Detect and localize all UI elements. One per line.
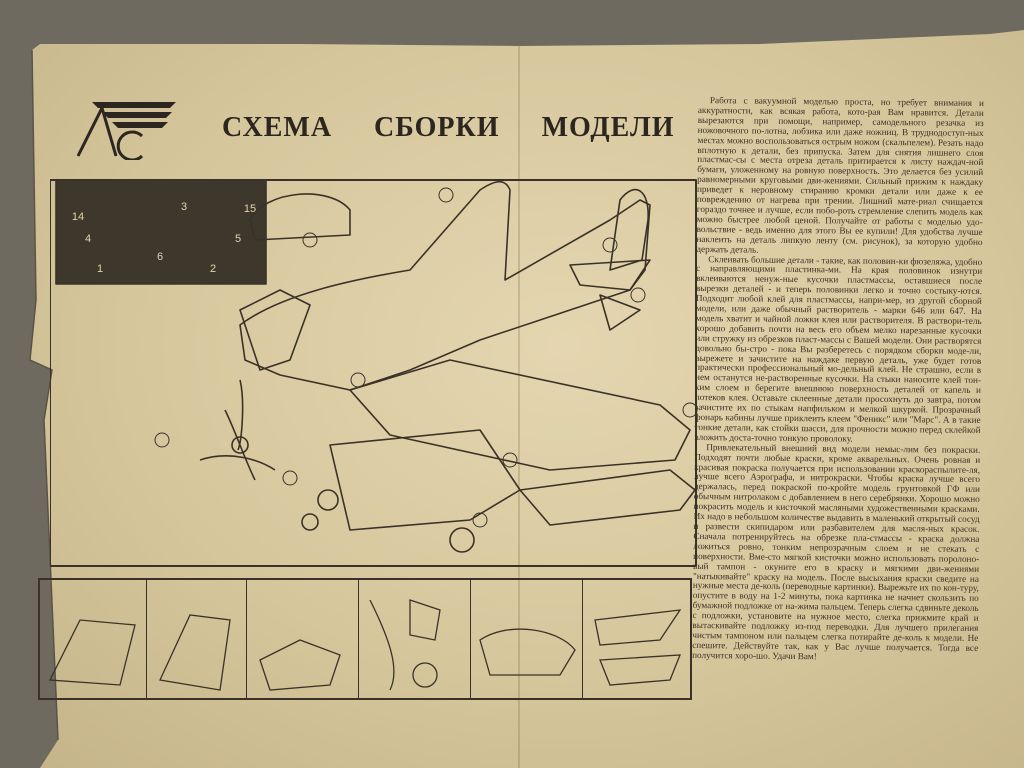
wheel-1 <box>318 490 338 510</box>
sprue-label-3: 3 <box>180 201 188 213</box>
main-wing <box>350 360 690 470</box>
page-title <box>222 112 675 144</box>
title-word-2: СБОРКИ <box>374 112 500 143</box>
title-word-1: СХЕМА <box>222 112 333 143</box>
assembly-steps-strip <box>38 578 692 700</box>
sprue-label-5: 5 <box>234 233 242 245</box>
parts-sheet <box>56 180 266 284</box>
wing-tip <box>520 470 695 525</box>
sprue-label-4: 4 <box>84 233 92 245</box>
wheel-3 <box>450 528 474 552</box>
instructions-paragraph-2: Склеивать большие детали - такие, как половин-ки фюзеляжа, удобно с направляющими пластинка-ми. На края половинок изнутри вклеиваются ненуж-ные кусочки пластмассы, оставшиеся после вырезки деталей - и теперь половинки легко и точно состыку-ются. Подходит любой клей для пластмассы, напри-мер, из другой сборной модели, или даже обычный растворитель - марки 646 или 647. На модель хватит и чайной ложки клея или растворителя. В раствори-тель хорошо добавить почти на весь его объем мелко нарезанные кусочки или стружку из обрезков пласт-массы с Вашей модели. Они растворятся довольно бы-стро - пока Вы разберетесь с порядком сборки моде-ли, вырежете и зачистите на наждаке первую деталь, уже будет готов практически профессиональный мо-дельный клей. Не страшно, если в нем останутся не-растворенные кусочки. На стыки наносите клей тон-ким слоем и берегите внешнюю поверхность деталей от капель и потеков клея. Оставьте склеенные детали просохнуть до завтра, потом зачистите их по стыкам напфильком и мелкой шкуркой. Прозрачный фонарь кабины лучше приклеить клеем "Феникс" или "Марс". А в такие тонкие детали, как стойки шасси, для прочности можно перед склейкой вложить доста-точно тонкую проволоку. <box>694 253 983 444</box>
wheel-2 <box>302 514 318 530</box>
instructions-paragraph-1: Работа с вакуумной моделью проста, но требует внимания и аккуратности, как всякая работа, кото-рая Вам нравится. Детали вырезаются при помощи, например, самодельного резачка из ножовочного по-лотна, лобзика или даже ножниц. В труднодоступ-ных местах можно воспользоваться острым ножом (скальпелем). Резать надо вплотную к детали, без припуска. Затем для снятия лишнего слоя пластмас-сы с места отреза деталь притирается к листу наждач-ной бумаги, уложенному на ровную поверхность. Это делается без усилий равномерными круговыми дви-жениями. Сильный прижим к наждаку приведет к неровному стиранию кромки детали или даже к ее повреждению от нагрева при трении. Лишний мате-риал счищается гораздо точнее и лучше, если побо-роть стремление слепить модель как можно быстрее любой ценой. Получайте от работы с моделью удо-вольствие - ведь именно для этого Вы ее купили! Для удобства лучше наклеить на деталь липкую ленту (см. рисунок), за которую удобно держать деталь. <box>696 95 984 255</box>
title-word-3: МОДЕЛИ <box>541 112 675 143</box>
as-logo <box>72 96 178 160</box>
lower-wing <box>330 430 520 530</box>
sprue-label-1: 1 <box>96 263 104 275</box>
instructions-paragraph-3: Привлекательный внешний вид модели немыс-лим без покраски. Подходят почти любые краски, кроме акварельных. Очень ровная и красивая покраска получается при использовании краскораспылите-ля, лучше всего Аэрографа, и нитрокраски. Чтобы краска лучше всего держалась, перед покраской по-кройте модель грунтовкой ГФ или обычным нитролаком с добавлением в него серебрянки. Хорошо можно покрасить модель и кисточкой масляными художественными красками. Их надо в небольшом количестве выдавить в маленький открытый сосуд и развести скипидаром или разбавителем для масля-ных красок. Сначала потренируйтесь на обрезке пла-стмассы - краска должна ложиться ровно, тонким непрозрачным слоем и не стекать с поверхности. Вме-сто мягкой кисточки можно использовать поролоно-вый тампон - окуните его в краску и мягкими дви-жениями "натыкивайте" краску на модель. После высыхания краски сведите на нужные места де-коль (переводные картинки). Вырежьте их по кон-туру, опустите в воду на 1-2 минуты, пока картинка не начнет скользить по бумажной подложке от на-жима пальцем. Теперь слегка сдвиньте деколь с подложки, установите на нужное место, слегка прижмите край и вытаскивайте подложку из-под переводки. Для лучшего прилегания чистым тампоном или пальцем слегка потирайте де-коль к модели. Не спешите. Действуйте так, как у Вас лучше получается. Тогда все получится хоро-шо. Удачи Вам! <box>692 441 981 662</box>
step-illustrations <box>40 580 690 698</box>
sprue-label-6: 6 <box>156 251 164 263</box>
sprue-label-14: 14 <box>71 211 85 223</box>
propeller <box>200 380 275 480</box>
left-wing <box>240 290 310 370</box>
sprue-label-15: 15 <box>243 203 257 215</box>
sprue-label-2: 2 <box>209 263 217 275</box>
assembly-diagram <box>50 160 700 570</box>
instructions-text <box>691 96 984 739</box>
